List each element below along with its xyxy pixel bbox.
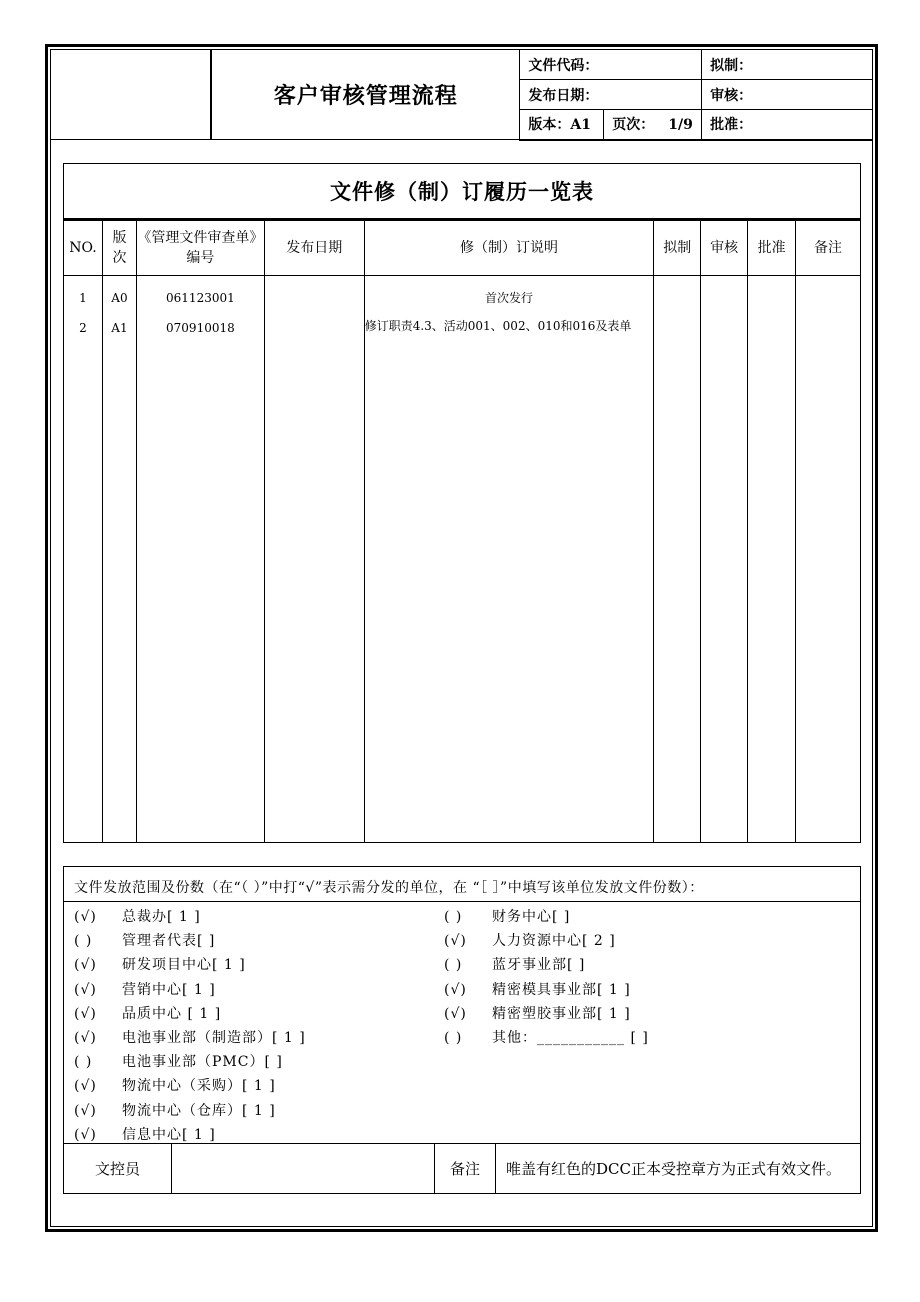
dist-unit: 物流中心（采购）[ 1 ]	[122, 1078, 276, 1095]
dist-mark: (√)	[74, 1126, 97, 1143]
row-2-no: 2	[79, 321, 87, 335]
dist-mark: ( )	[74, 1054, 93, 1071]
dist-unit: 物流中心（仓库）[ 1 ]	[122, 1102, 276, 1119]
dist-unit: 电池事业部（制造部）[ 1 ]	[122, 1029, 306, 1046]
dist-item	[74, 953, 306, 977]
dist-unit: 品质中心 [ 1 ]	[122, 1005, 222, 1022]
page-number	[604, 110, 702, 140]
history-title: 文件修（制）订履历一览表	[63, 163, 861, 220]
dist-mark: (√)	[74, 1078, 97, 1095]
dist-item	[444, 929, 649, 953]
controller-signature	[172, 1144, 435, 1194]
dist-mark: (√)	[74, 957, 97, 974]
dist-mark: (√)	[74, 1029, 97, 1046]
dist-item	[74, 929, 306, 953]
col-description: 修（制）订说明	[364, 221, 654, 276]
dist-mark: (√)	[74, 1102, 97, 1119]
dist-unit: 蓝牙事业部[ ]	[492, 957, 586, 974]
dist-unit: 总裁办[ 1 ]	[122, 909, 201, 925]
col-drafted: 拟制	[654, 221, 701, 276]
approved-column-cells	[748, 276, 796, 843]
dist-item	[444, 1002, 649, 1026]
release-date-label: 发布日期：	[520, 80, 702, 110]
dist-mark: (√)	[74, 909, 97, 925]
description-column-cells	[364, 276, 654, 843]
document-title: 客户审核管理流程	[211, 50, 520, 140]
row-1-version: A0	[111, 291, 128, 305]
dist-item	[444, 905, 649, 929]
dist-mark: (√)	[444, 981, 467, 998]
dist-unit: 研发项目中心[ 1 ]	[122, 957, 246, 974]
dist-unit: 财务中心[ ]	[492, 909, 571, 925]
dist-unit: 信息中心[ 1 ]	[122, 1126, 216, 1143]
version-label: 版本：A1	[520, 110, 604, 140]
drafted-column-cells	[654, 276, 701, 843]
version-column-cells	[102, 276, 136, 843]
row-1-description: 首次发行	[484, 291, 533, 305]
dist-item	[74, 905, 306, 929]
dist-unit: 营销中心[ 1 ]	[122, 981, 216, 998]
remark-label: 备注	[435, 1144, 496, 1194]
col-approved: 批准	[748, 221, 796, 276]
col-release-date: 发布日期	[264, 221, 364, 276]
remark-text: 唯盖有红色的DCC正本受控章方为正式有效文件。	[496, 1144, 861, 1194]
dist-unit: 精密模具事业部[ 1 ]	[492, 981, 631, 998]
dist-unit: 其他：___________ [ ]	[492, 1029, 649, 1046]
col-remark: 备注	[796, 221, 861, 276]
dist-mark: (√)	[74, 1005, 97, 1022]
row-1-doc-no: 061123001	[166, 291, 235, 305]
dist-mark: ( )	[444, 957, 463, 974]
row-2-version: A1	[111, 321, 128, 335]
approve-label: 批准：	[702, 110, 873, 140]
col-doc-no: 《管理文件审查单》编号	[136, 221, 264, 276]
dist-mark: ( )	[74, 933, 93, 950]
dist-mark: (√)	[74, 981, 97, 998]
page-value: 1/9	[668, 117, 693, 134]
dist-item	[444, 953, 649, 977]
dist-item	[444, 978, 649, 1002]
dist-mark: ( )	[444, 909, 463, 925]
dist-mark: ( )	[444, 1029, 463, 1046]
dist-mark: (√)	[444, 1005, 467, 1022]
doc-no-column-cells	[136, 276, 264, 843]
dist-unit: 精密塑胶事业部[ 1 ]	[492, 1005, 631, 1022]
dist-item	[74, 1002, 306, 1026]
remark-column-cells	[796, 276, 861, 843]
col-no: NO.	[64, 221, 103, 276]
distribution-divider	[64, 901, 860, 902]
row-2-doc-no: 070910018	[166, 321, 235, 335]
dist-item	[74, 1026, 306, 1050]
dist-item	[74, 978, 306, 1002]
dist-item	[444, 1026, 649, 1050]
review-label: 审核：	[702, 80, 873, 110]
col-reviewed: 审核	[701, 221, 748, 276]
distribution-right-column	[444, 905, 649, 1050]
dist-unit: 管理者代表[ ]	[122, 933, 216, 950]
reviewed-column-cells	[701, 276, 748, 843]
row-2-description: 修订职责4.3、活动001、002、010和016及表单	[364, 319, 632, 333]
revision-history-table	[63, 220, 861, 843]
draft-label: 拟制：	[702, 50, 873, 80]
distribution-left-column	[74, 905, 306, 1147]
document-control-footer	[63, 1143, 861, 1194]
dist-item	[74, 1050, 306, 1074]
distribution-heading: 文件发放范围及份数（在“（ ）”中打“√”表示需分发的单位，在 “［ ］”中填写该单位发放文件份数）：	[74, 880, 704, 896]
col-version: 版次	[102, 221, 136, 276]
release-date-column-cells	[264, 276, 364, 843]
dist-unit: 电池事业部（PMC）[ ]	[122, 1054, 283, 1071]
dist-mark: (√)	[444, 933, 467, 950]
document-header	[50, 49, 873, 141]
dist-item	[74, 1074, 306, 1098]
row-1-no: 1	[79, 291, 87, 305]
doc-code-label: 文件代码：	[520, 50, 702, 80]
page-label: 页次：	[612, 117, 655, 134]
dist-unit: 人力资源中心[ 2 ]	[492, 933, 616, 950]
controller-label: 文控员	[64, 1144, 172, 1194]
distribution-section	[63, 866, 861, 1144]
no-column-cells	[64, 276, 103, 843]
logo-area	[51, 50, 212, 140]
dist-item	[74, 1099, 306, 1123]
